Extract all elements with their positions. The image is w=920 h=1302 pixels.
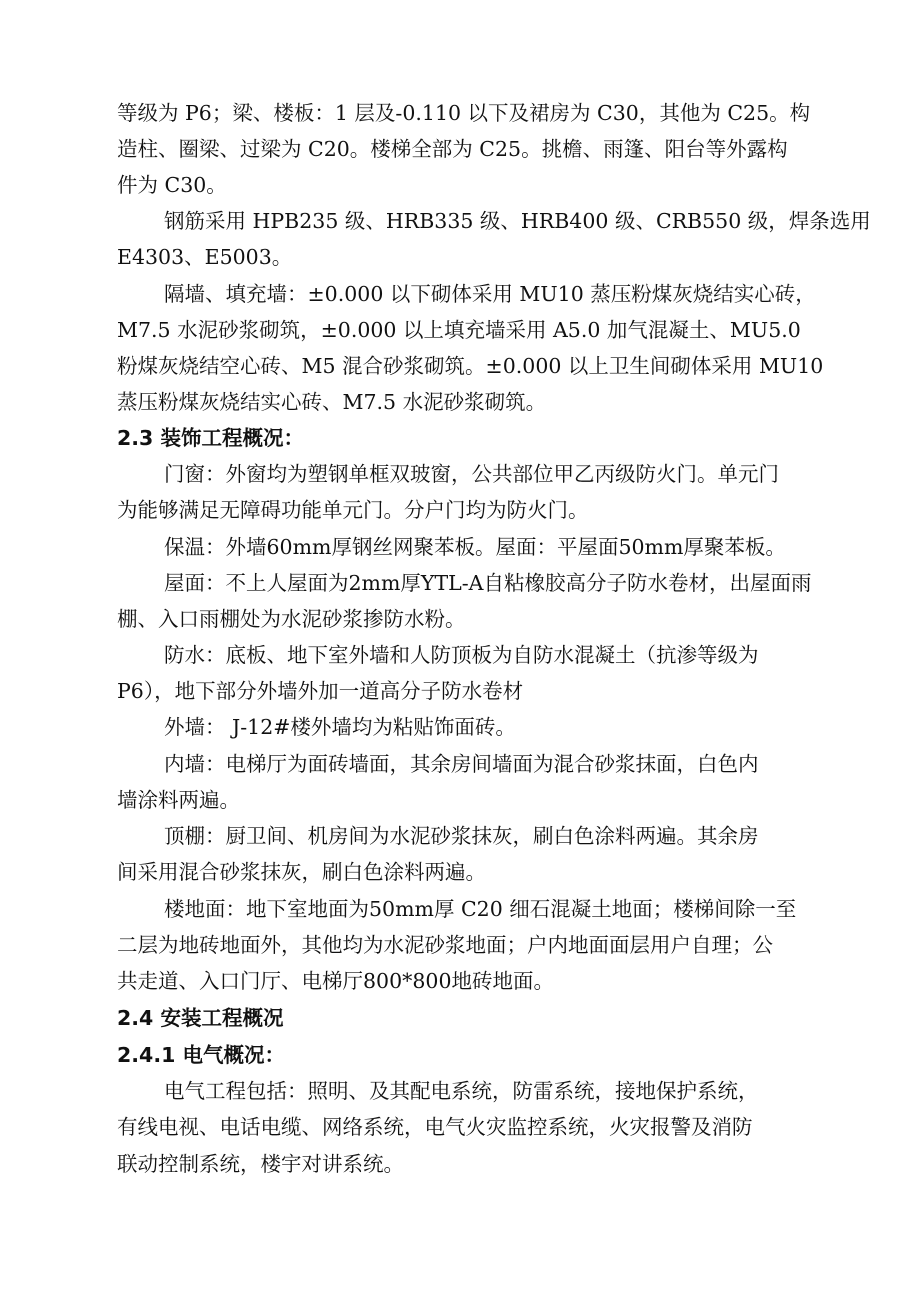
text-line: 顶棚：厨卫间、机房间为水泥砂浆抹灰，刷白色涂料两遍。其余房 (164, 824, 759, 848)
text-line: 墙涂料两遍。 (117, 788, 240, 812)
text-line: 粉煤灰烧结空心砖、M5 混合砂浆砌筑。±0.000 以上卫生间砌体采用 MU10 (117, 354, 824, 378)
text-line: 共走道、入口门厅、电梯厅800*800地砖地面。 (117, 969, 555, 993)
text-line: 内墙：电梯厅为面砖墙面，其余房间墙面为混合砂浆抹面，白色内 (164, 752, 759, 776)
text-line: 门窗：外窗均为塑钢单框双玻窗，公共部位甲乙丙级防火门。单元门 (164, 462, 779, 486)
text-line: 楼地面：地下室地面为50mm厚 C20 细石混凝土地面；楼梯间除一至 (164, 897, 797, 921)
text-line: 棚、入口雨棚处为水泥砂浆掺防水粉。 (117, 607, 466, 631)
text-line: 二层为地砖地面外，其他均为水泥砂浆地面；户内地面面层用户自理；公 (117, 933, 773, 957)
text-line: 件为 C30。 (117, 173, 227, 197)
text-line: M7.5 水泥砂浆砌筑，±0.000 以上填充墙采用 A5.0 加气混凝土、MU5.0 (117, 318, 801, 342)
text-line: 间采用混合砂浆抹灰，刷白色涂料两遍。 (117, 860, 486, 884)
section-heading: 2.4 安装工程概况 (117, 1006, 284, 1030)
text-line: 保温：外墙60mm厚钢丝网聚苯板。屋面：平屋面50mm厚聚苯板。 (164, 535, 786, 559)
text-line: P6），地下部分外墙外加一道高分子防水卷材 (117, 679, 524, 703)
text-line: 外墙： J-12#楼外墙均为粘贴饰面砖。 (164, 715, 516, 739)
text-line: 蒸压粉煤灰烧结实心砖、M7.5 水泥砂浆砌筑。 (117, 390, 547, 414)
text-line: 隔墙、填充墙：±0.000 以下砌体采用 MU10 蒸压粉煤灰烧结实心砖， (164, 282, 816, 306)
text-line: E4303、E5003。 (117, 245, 293, 269)
section-heading: 2.3 装饰工程概况： (117, 426, 304, 450)
text-line: 屋面：不上人屋面为2mm厚YTL-A自粘橡胶高分子防水卷材，出屋面雨 (164, 571, 812, 595)
text-line: 钢筋采用 HPB235 级、HRB335 级、HRB400 级、CRB550 级，焊条选用 (164, 209, 871, 233)
text-line: 防水：底板、地下室外墙和人防顶板为自防水混凝土（抗渗等级为 (164, 643, 759, 667)
text-line: 联动控制系统，楼宇对讲系统。 (117, 1152, 404, 1176)
text-line: 造柱、圈梁、过梁为 C20。楼梯全部为 C25。挑檐、雨篷、阳台等外露构 (117, 137, 788, 161)
text-line: 有线电视、电话电缆、网络系统，电气火灾监控系统，火灾报警及消防 (117, 1115, 753, 1139)
subsection-heading: 2.4.1 电气概况： (117, 1043, 286, 1067)
text-line: 电气工程包括：照明、及其配电系统，防雷系统，接地保护系统， (164, 1079, 759, 1103)
text-line: 为能够满足无障碍功能单元门。分户门均为防火门。 (117, 498, 589, 522)
text-line: 等级为 P6；梁、楼板：1 层及-0.110 以下及裙房为 C30，其他为 C25。构 (117, 101, 811, 125)
